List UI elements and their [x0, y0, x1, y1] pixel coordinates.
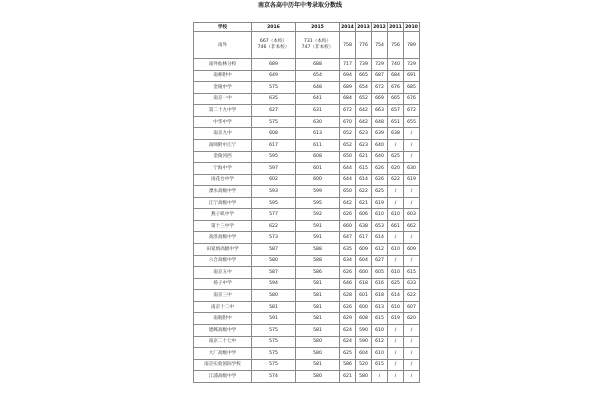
- cell-school: 田家炳高级中学: [194, 244, 252, 256]
- cell-2016: 602: [252, 174, 296, 186]
- cell-school: 南京十二中: [194, 301, 252, 313]
- cell-2015: 654: [296, 70, 340, 82]
- cell-school: 六合高级中学: [194, 255, 252, 267]
- cell-school: 扬子中学: [194, 278, 252, 290]
- table-row: [194, 244, 420, 256]
- cell-2013: 590: [356, 324, 372, 336]
- cell-2014: 628: [340, 290, 356, 302]
- cell-2011: 610: [388, 244, 404, 256]
- table-row: [194, 128, 420, 140]
- cell-2016: 581: [252, 301, 296, 313]
- cell-2015: 630: [296, 116, 340, 128]
- cell-2011: 625: [388, 278, 404, 290]
- cell-2013: 665: [356, 70, 372, 82]
- cell-2014: 647: [340, 232, 356, 244]
- cell-2010: 662: [404, 220, 420, 232]
- cell-2013: 604: [356, 348, 372, 360]
- cell-school: 江浦高级中学: [194, 371, 252, 383]
- cell-2011: 638: [388, 128, 404, 140]
- cell-2016: 575: [252, 336, 296, 348]
- cell-2012: 625: [372, 186, 388, 198]
- cell-2016: 595: [252, 197, 296, 209]
- cell-2015: 580: [296, 371, 340, 383]
- cell-2013: 739: [356, 59, 372, 71]
- cell-2015-line1: 731（本校）: [303, 39, 332, 44]
- cell-2012: 669: [372, 93, 388, 105]
- cell-2015: 631: [296, 105, 340, 117]
- cell-2011: 756: [388, 32, 404, 59]
- cell-2010: /: [404, 359, 420, 371]
- cell-school: 溧水高级中学: [194, 186, 252, 198]
- cell-2012: 610: [372, 209, 388, 221]
- cell-2014: 635: [340, 244, 356, 256]
- cell-2016: 595: [252, 151, 296, 163]
- cell-school: 金陵中学: [194, 82, 252, 94]
- cell-2015: 580: [296, 348, 340, 360]
- cell-2014: 694: [340, 70, 356, 82]
- cell-2011: /: [388, 336, 404, 348]
- header-2011: 2011: [389, 24, 402, 30]
- cell-2010: /: [404, 186, 420, 198]
- table-row: [194, 336, 420, 348]
- cell-2016: 575: [252, 82, 296, 94]
- cell-2012: 653: [372, 220, 388, 232]
- cell-2016: 587: [252, 244, 296, 256]
- cell-2011: /: [388, 186, 404, 198]
- cell-school: 第十三中学: [194, 220, 252, 232]
- cell-2015: 581: [296, 301, 340, 313]
- table-row: [194, 139, 420, 151]
- cell-2013: 601: [356, 290, 372, 302]
- cell-2014: 684: [340, 93, 356, 105]
- table-row: [194, 290, 420, 302]
- cell-2011: /: [388, 324, 404, 336]
- header-2012: 2012: [373, 24, 386, 30]
- cell-2011: 661: [388, 220, 404, 232]
- cell-2016: 617: [252, 139, 296, 151]
- cell-2012: 672: [372, 82, 388, 94]
- cell-2011: 676: [388, 82, 404, 94]
- cell-2010: 619: [404, 174, 420, 186]
- cell-2010: /: [404, 348, 420, 360]
- cell-2016: 574: [252, 371, 296, 383]
- cell-2012: 615: [372, 359, 388, 371]
- cell-2010: 729: [404, 59, 420, 71]
- cell-2014: 626: [340, 209, 356, 221]
- cell-2013: 623: [356, 139, 372, 151]
- table-row: [194, 359, 420, 371]
- cell-2010: 630: [404, 163, 420, 175]
- cell-school: 南外仙林分校: [194, 59, 252, 71]
- cell-2016: 627: [252, 105, 296, 117]
- cell-2014: 644: [340, 163, 356, 175]
- table-row: [194, 70, 420, 82]
- cell-2013: 609: [356, 244, 372, 256]
- cell-2011: /: [388, 139, 404, 151]
- table-row: [194, 371, 420, 383]
- cell-2015: 608: [296, 151, 340, 163]
- cell-2014: 689: [340, 82, 356, 94]
- cell-2012: 612: [372, 336, 388, 348]
- cell-2010: 655: [404, 116, 420, 128]
- cell-2016: 635: [252, 93, 296, 105]
- cell-2015: 648: [296, 82, 340, 94]
- table-row: [194, 105, 420, 117]
- table-row: [194, 93, 420, 105]
- cell-school: 南京三中: [194, 290, 252, 302]
- cell-2015: 591: [296, 232, 340, 244]
- cell-2012: 687: [372, 70, 388, 82]
- cell-2014: 625: [340, 348, 356, 360]
- cell-2016: 649: [252, 70, 296, 82]
- table-row: [194, 197, 420, 209]
- cell-2016: 577: [252, 209, 296, 221]
- cell-2012: 610: [372, 348, 388, 360]
- cell-2010: /: [404, 139, 420, 151]
- cell-2013: 652: [356, 93, 372, 105]
- cell-2011: 665: [388, 93, 404, 105]
- cell-2015: 588: [296, 244, 340, 256]
- cell-2014: 642: [340, 197, 356, 209]
- cell-2012: 605: [372, 267, 388, 279]
- cell-2014: 650: [340, 151, 356, 163]
- cell-school: 大厂高级中学: [194, 348, 252, 360]
- cell-2010: 676: [404, 93, 420, 105]
- cell-2014: 670: [340, 116, 356, 128]
- cell-2012: 639: [372, 128, 388, 140]
- cell-2011: 684: [388, 70, 404, 82]
- cell-2015: 581: [296, 313, 340, 325]
- cell-2013: 614: [356, 174, 372, 186]
- cell-2013: 638: [356, 220, 372, 232]
- cell-2011: 651: [388, 116, 404, 128]
- cell-2014: 634: [340, 255, 356, 267]
- cell-2015: 581: [296, 290, 340, 302]
- cell-2016: 587: [252, 267, 296, 279]
- cell-2012: 619: [372, 197, 388, 209]
- cell-2014: 629: [340, 313, 356, 325]
- cell-2010: /: [404, 128, 420, 140]
- cell-2013: 776: [356, 32, 372, 59]
- cell-2014: 644: [340, 174, 356, 186]
- cell-school: 南师附中: [194, 70, 252, 82]
- table-row: [194, 82, 420, 94]
- cell-2010: 607: [404, 301, 420, 313]
- cell-2014: 646: [340, 278, 356, 290]
- cell-school: 南京一中: [194, 93, 252, 105]
- cell-2012: 615: [372, 313, 388, 325]
- cell-2010: 789: [404, 32, 420, 59]
- cell-2011: 610: [388, 267, 404, 279]
- cell-school: 南京二十七中: [194, 336, 252, 348]
- cell-2012: 640: [372, 139, 388, 151]
- cell-2015: 613: [296, 128, 340, 140]
- cell-2015: 688: [296, 59, 340, 71]
- table-row: [194, 163, 420, 175]
- cell-2010: 615: [404, 267, 420, 279]
- cell-2014: 626: [340, 267, 356, 279]
- header-2013: 2013: [357, 24, 370, 30]
- table-row: [194, 232, 420, 244]
- score-table: [193, 22, 420, 383]
- cell-school: 第二十九中学: [194, 105, 252, 117]
- cell-school: 建邺高级中学: [194, 324, 252, 336]
- cell-2013: 617: [356, 232, 372, 244]
- cell-2012: 612: [372, 244, 388, 256]
- cell-2015: 580: [296, 336, 340, 348]
- cell-2010: 672: [404, 105, 420, 117]
- cell-2011: 610: [388, 301, 404, 313]
- cell-school: 宁海中学: [194, 163, 252, 175]
- cell-2011: 614: [388, 290, 404, 302]
- cell-2011: 657: [388, 105, 404, 117]
- cell-2013: 615: [356, 163, 372, 175]
- cell-2014: 621: [340, 371, 356, 383]
- header-school: 学校: [194, 23, 252, 32]
- table-row: [194, 174, 420, 186]
- header-2015: 2015: [296, 23, 340, 32]
- cell-2011: 622: [388, 174, 404, 186]
- cell-2011: 625: [388, 151, 404, 163]
- cell-school: 雨花台中学: [194, 174, 252, 186]
- cell-2016: 593: [252, 186, 296, 198]
- cell-2013: 600: [356, 267, 372, 279]
- cell-2014: 717: [340, 59, 356, 71]
- table-row: [194, 220, 420, 232]
- page-title: 南京各高中历年中考录取分数线: [257, 2, 342, 9]
- cell-2010: 609: [404, 244, 420, 256]
- cell-2014: 626: [340, 301, 356, 313]
- cell-2015: 581: [296, 359, 340, 371]
- cell-2011: /: [388, 197, 404, 209]
- cell-2010: 691: [404, 70, 420, 82]
- cell-2014: 758: [340, 32, 356, 59]
- cell-2015: 641: [296, 93, 340, 105]
- cell-2013: 590: [356, 336, 372, 348]
- table-header-row: [194, 23, 420, 32]
- cell-2014: 652: [340, 139, 356, 151]
- cell-2016: 580: [252, 255, 296, 267]
- cell-2015: 600: [296, 174, 340, 186]
- cell-2013: 608: [356, 313, 372, 325]
- table-row: [194, 186, 420, 198]
- cell-2013: 621: [356, 197, 372, 209]
- cell-2014: 624: [340, 336, 356, 348]
- cell-2010: 633: [404, 278, 420, 290]
- header-2014: 2014: [341, 24, 354, 30]
- cell-2012: 610: [372, 324, 388, 336]
- cell-school: 高淳高级中学: [194, 232, 252, 244]
- table-row: [194, 209, 420, 221]
- cell-2011: /: [388, 359, 404, 371]
- cell-2014: 672: [340, 105, 356, 117]
- table-row: [194, 324, 420, 336]
- cell-2016: 608: [252, 128, 296, 140]
- cell-2016: 591: [252, 313, 296, 325]
- cell-2012: 626: [372, 163, 388, 175]
- cell-2012: 648: [372, 116, 388, 128]
- cell-2012: 613: [372, 301, 388, 313]
- cell-2010: /: [404, 255, 420, 267]
- cell-2015: 586: [296, 267, 340, 279]
- cell-2011: 620: [388, 163, 404, 175]
- cell-2012: 663: [372, 105, 388, 117]
- table-row: [194, 59, 420, 71]
- header-2016: 2016: [252, 23, 296, 32]
- cell-2012: 627: [372, 255, 388, 267]
- cell-2016: 689: [252, 59, 296, 71]
- table-row: [194, 267, 420, 279]
- table-row: [194, 116, 420, 128]
- table-row: [194, 151, 420, 163]
- cell-2016: 622: [252, 220, 296, 232]
- cell-2015: 581: [296, 324, 340, 336]
- cell-2011: 740: [388, 59, 404, 71]
- cell-school: 南京五中: [194, 267, 252, 279]
- cell-2013: 580: [356, 371, 372, 383]
- cell-2016: 594: [252, 278, 296, 290]
- cell-2014: 624: [340, 324, 356, 336]
- cell-2015: 581: [296, 278, 340, 290]
- table-row: [194, 255, 420, 267]
- table-row: [194, 301, 420, 313]
- cell-2016: 575: [252, 359, 296, 371]
- cell-2016: 575: [252, 348, 296, 360]
- cell-2015: 611: [296, 139, 340, 151]
- cell-2013: 520: [356, 359, 372, 371]
- cell-2010: 620: [404, 313, 420, 325]
- cell-school: 南师附中江宁: [194, 139, 252, 151]
- cell-2015: 599: [296, 186, 340, 198]
- cell-school: 南外: [194, 32, 252, 59]
- table-row: [194, 348, 420, 360]
- cell-2014: 652: [340, 128, 356, 140]
- cell-2011: 619: [388, 313, 404, 325]
- cell-2010: /: [404, 324, 420, 336]
- cell-school: 江宁高级中学: [194, 197, 252, 209]
- cell-2016: 580: [252, 290, 296, 302]
- cell-2012: /: [372, 371, 388, 383]
- cell-2013: 621: [356, 151, 372, 163]
- cell-2015: 591: [296, 220, 340, 232]
- cell-2013: 654: [356, 82, 372, 94]
- cell-2015: 601: [296, 163, 340, 175]
- cell-school: 中华中学: [194, 116, 252, 128]
- cell-2016-line2: 746（非本校）: [257, 45, 290, 50]
- cell-2011: /: [388, 371, 404, 383]
- cell-2014: 650: [340, 186, 356, 198]
- cell-2012: 754: [372, 32, 388, 59]
- cell-2011: /: [388, 255, 404, 267]
- cell-2013: 600: [356, 301, 372, 313]
- cell-2016: 575: [252, 116, 296, 128]
- cell-2012: 640: [372, 151, 388, 163]
- cell-school: 南京实验国际学校: [194, 359, 252, 371]
- cell-school: 南京九中: [194, 128, 252, 140]
- cell-2016: 573: [252, 232, 296, 244]
- cell-2015: 588: [296, 255, 340, 267]
- cell-2012: 618: [372, 290, 388, 302]
- cell-2012: 729: [372, 59, 388, 71]
- table-row: [194, 278, 420, 290]
- cell-2012: 626: [372, 174, 388, 186]
- cell-2013: 642: [356, 116, 372, 128]
- cell-2013: 622: [356, 186, 372, 198]
- cell-2013: 618: [356, 278, 372, 290]
- cell-2010: 603: [404, 209, 420, 221]
- cell-2014: 660: [340, 220, 356, 232]
- cell-2010: /: [404, 197, 420, 209]
- table-row: [194, 32, 420, 59]
- cell-2010: /: [404, 151, 420, 163]
- cell-2016: 575: [252, 324, 296, 336]
- cell-2015-line2: 747（非本校）: [301, 45, 334, 50]
- cell-2013: 623: [356, 128, 372, 140]
- cell-school: 金陵河西: [194, 151, 252, 163]
- cell-school: 南航附中: [194, 313, 252, 325]
- cell-2016: 597: [252, 163, 296, 175]
- cell-2016-line1: 667（本校）: [259, 39, 288, 44]
- cell-2011: /: [388, 232, 404, 244]
- cell-2010: 685: [404, 82, 420, 94]
- cell-2014: 586: [340, 359, 356, 371]
- cell-2015: 595: [296, 197, 340, 209]
- cell-2013: 642: [356, 105, 372, 117]
- cell-2010: /: [404, 336, 420, 348]
- cell-2010: /: [404, 232, 420, 244]
- cell-2010: /: [404, 371, 420, 383]
- cell-2012: 616: [372, 278, 388, 290]
- cell-2012: 614: [372, 232, 388, 244]
- cell-2013: 604: [356, 255, 372, 267]
- cell-2015: [296, 32, 340, 59]
- cell-2011: 610: [388, 209, 404, 221]
- header-2010: 2010: [405, 24, 418, 30]
- table-row: [194, 313, 420, 325]
- cell-2013: 606: [356, 209, 372, 221]
- cell-2015: 592: [296, 209, 340, 221]
- cell-2011: /: [388, 348, 404, 360]
- cell-2016: [252, 32, 296, 59]
- cell-2010: 622: [404, 290, 420, 302]
- cell-school: 燕子矶中学: [194, 209, 252, 221]
